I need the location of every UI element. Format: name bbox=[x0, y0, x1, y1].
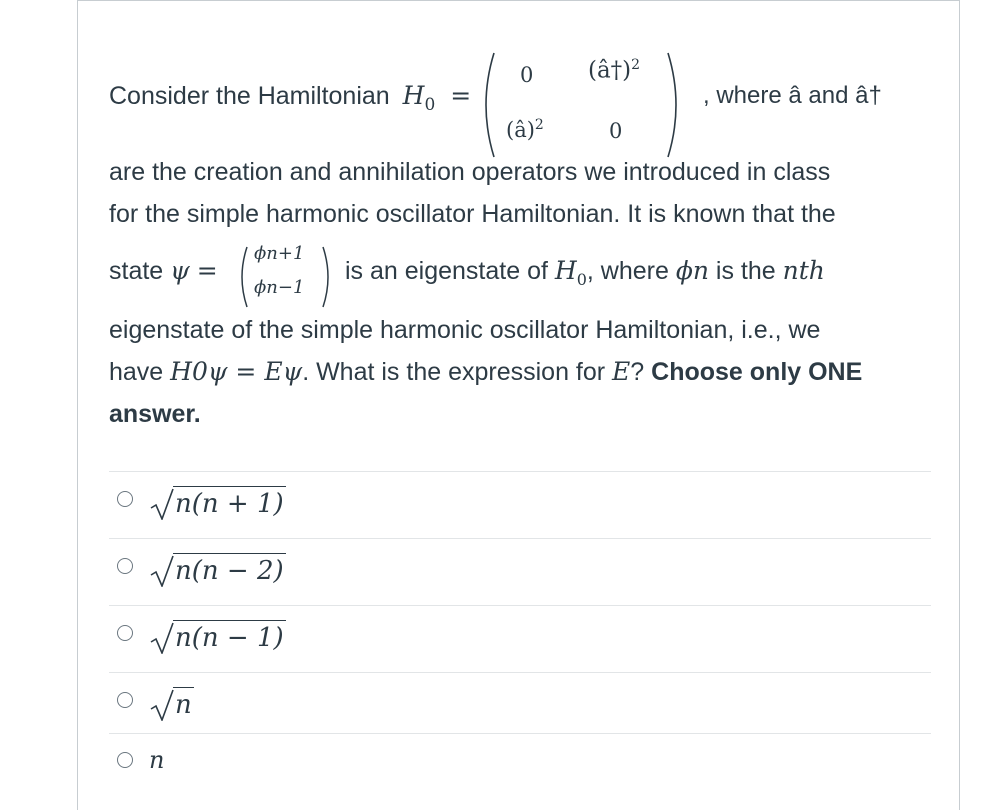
matrix-cell-12: (â†)$^2$ bbox=[588, 57, 641, 84]
hamiltonian-matrix bbox=[476, 51, 686, 159]
answer-option-4[interactable] bbox=[109, 672, 931, 733]
question-line-4-tail: is an eigenstate of $H_0$, where ϕn is the nth bbox=[345, 256, 825, 289]
question-text: Consider the Hamiltonian bbox=[109, 82, 390, 110]
answer-label[interactable]: n(n − 2) bbox=[149, 553, 286, 586]
instruction-text: Choose only ONE bbox=[651, 358, 863, 386]
answer-option-3[interactable] bbox=[109, 605, 931, 672]
question-line-4: state ψ = bbox=[109, 256, 218, 285]
left-paren bbox=[476, 51, 498, 159]
question-line-3: for the simple harmonic oscillator Hamiltonian. It is known that the bbox=[109, 200, 836, 228]
radio-button[interactable] bbox=[117, 491, 133, 507]
radio-button[interactable] bbox=[117, 752, 133, 768]
answer-label[interactable]: n(n + 1) bbox=[149, 486, 286, 519]
question-line-5: eigenstate of the simple harmonic oscillator Hamiltonian, i.e., we bbox=[109, 316, 821, 344]
question-line-1-tail: , where â and â† bbox=[703, 82, 882, 109]
answer-label[interactable]: n bbox=[149, 746, 165, 774]
matrix-cell-11: 0 bbox=[520, 63, 534, 87]
vector-bottom: ϕn−1 bbox=[254, 277, 305, 298]
answer-label[interactable]: n(n − 1) bbox=[149, 620, 286, 653]
phi-n-symbol: ϕn bbox=[675, 256, 709, 285]
answer-label[interactable]: n bbox=[149, 687, 194, 720]
nth-symbol: nth bbox=[782, 256, 825, 285]
matrix-cell-22: 0 bbox=[609, 119, 623, 143]
instruction-text-2: answer. bbox=[109, 400, 201, 428]
answer-option-5[interactable] bbox=[109, 733, 931, 804]
radio-button[interactable] bbox=[117, 625, 133, 641]
quiz-question-card bbox=[77, 0, 960, 810]
question-line-1 bbox=[109, 75, 471, 126]
vector-top: ϕn+1 bbox=[254, 243, 305, 264]
matrix-cell-21: (â)$^2$ bbox=[506, 117, 544, 142]
answer-list bbox=[109, 471, 931, 804]
equals-sign: = bbox=[450, 81, 472, 110]
answer-option-2[interactable] bbox=[109, 538, 931, 605]
right-paren bbox=[664, 51, 686, 159]
radio-button[interactable] bbox=[117, 558, 133, 574]
question-line-2: are the creation and annihilation operators we introduced in class bbox=[109, 158, 831, 186]
vector-left-paren bbox=[236, 245, 250, 309]
vector-right-paren bbox=[320, 245, 334, 309]
energy-symbol: E bbox=[612, 357, 631, 386]
radio-button[interactable] bbox=[117, 692, 133, 708]
answer-option-1[interactable] bbox=[109, 471, 931, 538]
question-line-6: have H0ψ = Eψ. What is the expression for E? Choose only ONE bbox=[109, 357, 863, 386]
state-vector bbox=[236, 245, 340, 309]
hamiltonian-symbol-2: $H_0$ bbox=[554, 256, 587, 289]
hamiltonian-symbol: $H_0$ bbox=[402, 81, 436, 115]
psi-symbol: ψ bbox=[170, 256, 190, 285]
eigen-equation: H0ψ = Eψ bbox=[170, 357, 303, 386]
